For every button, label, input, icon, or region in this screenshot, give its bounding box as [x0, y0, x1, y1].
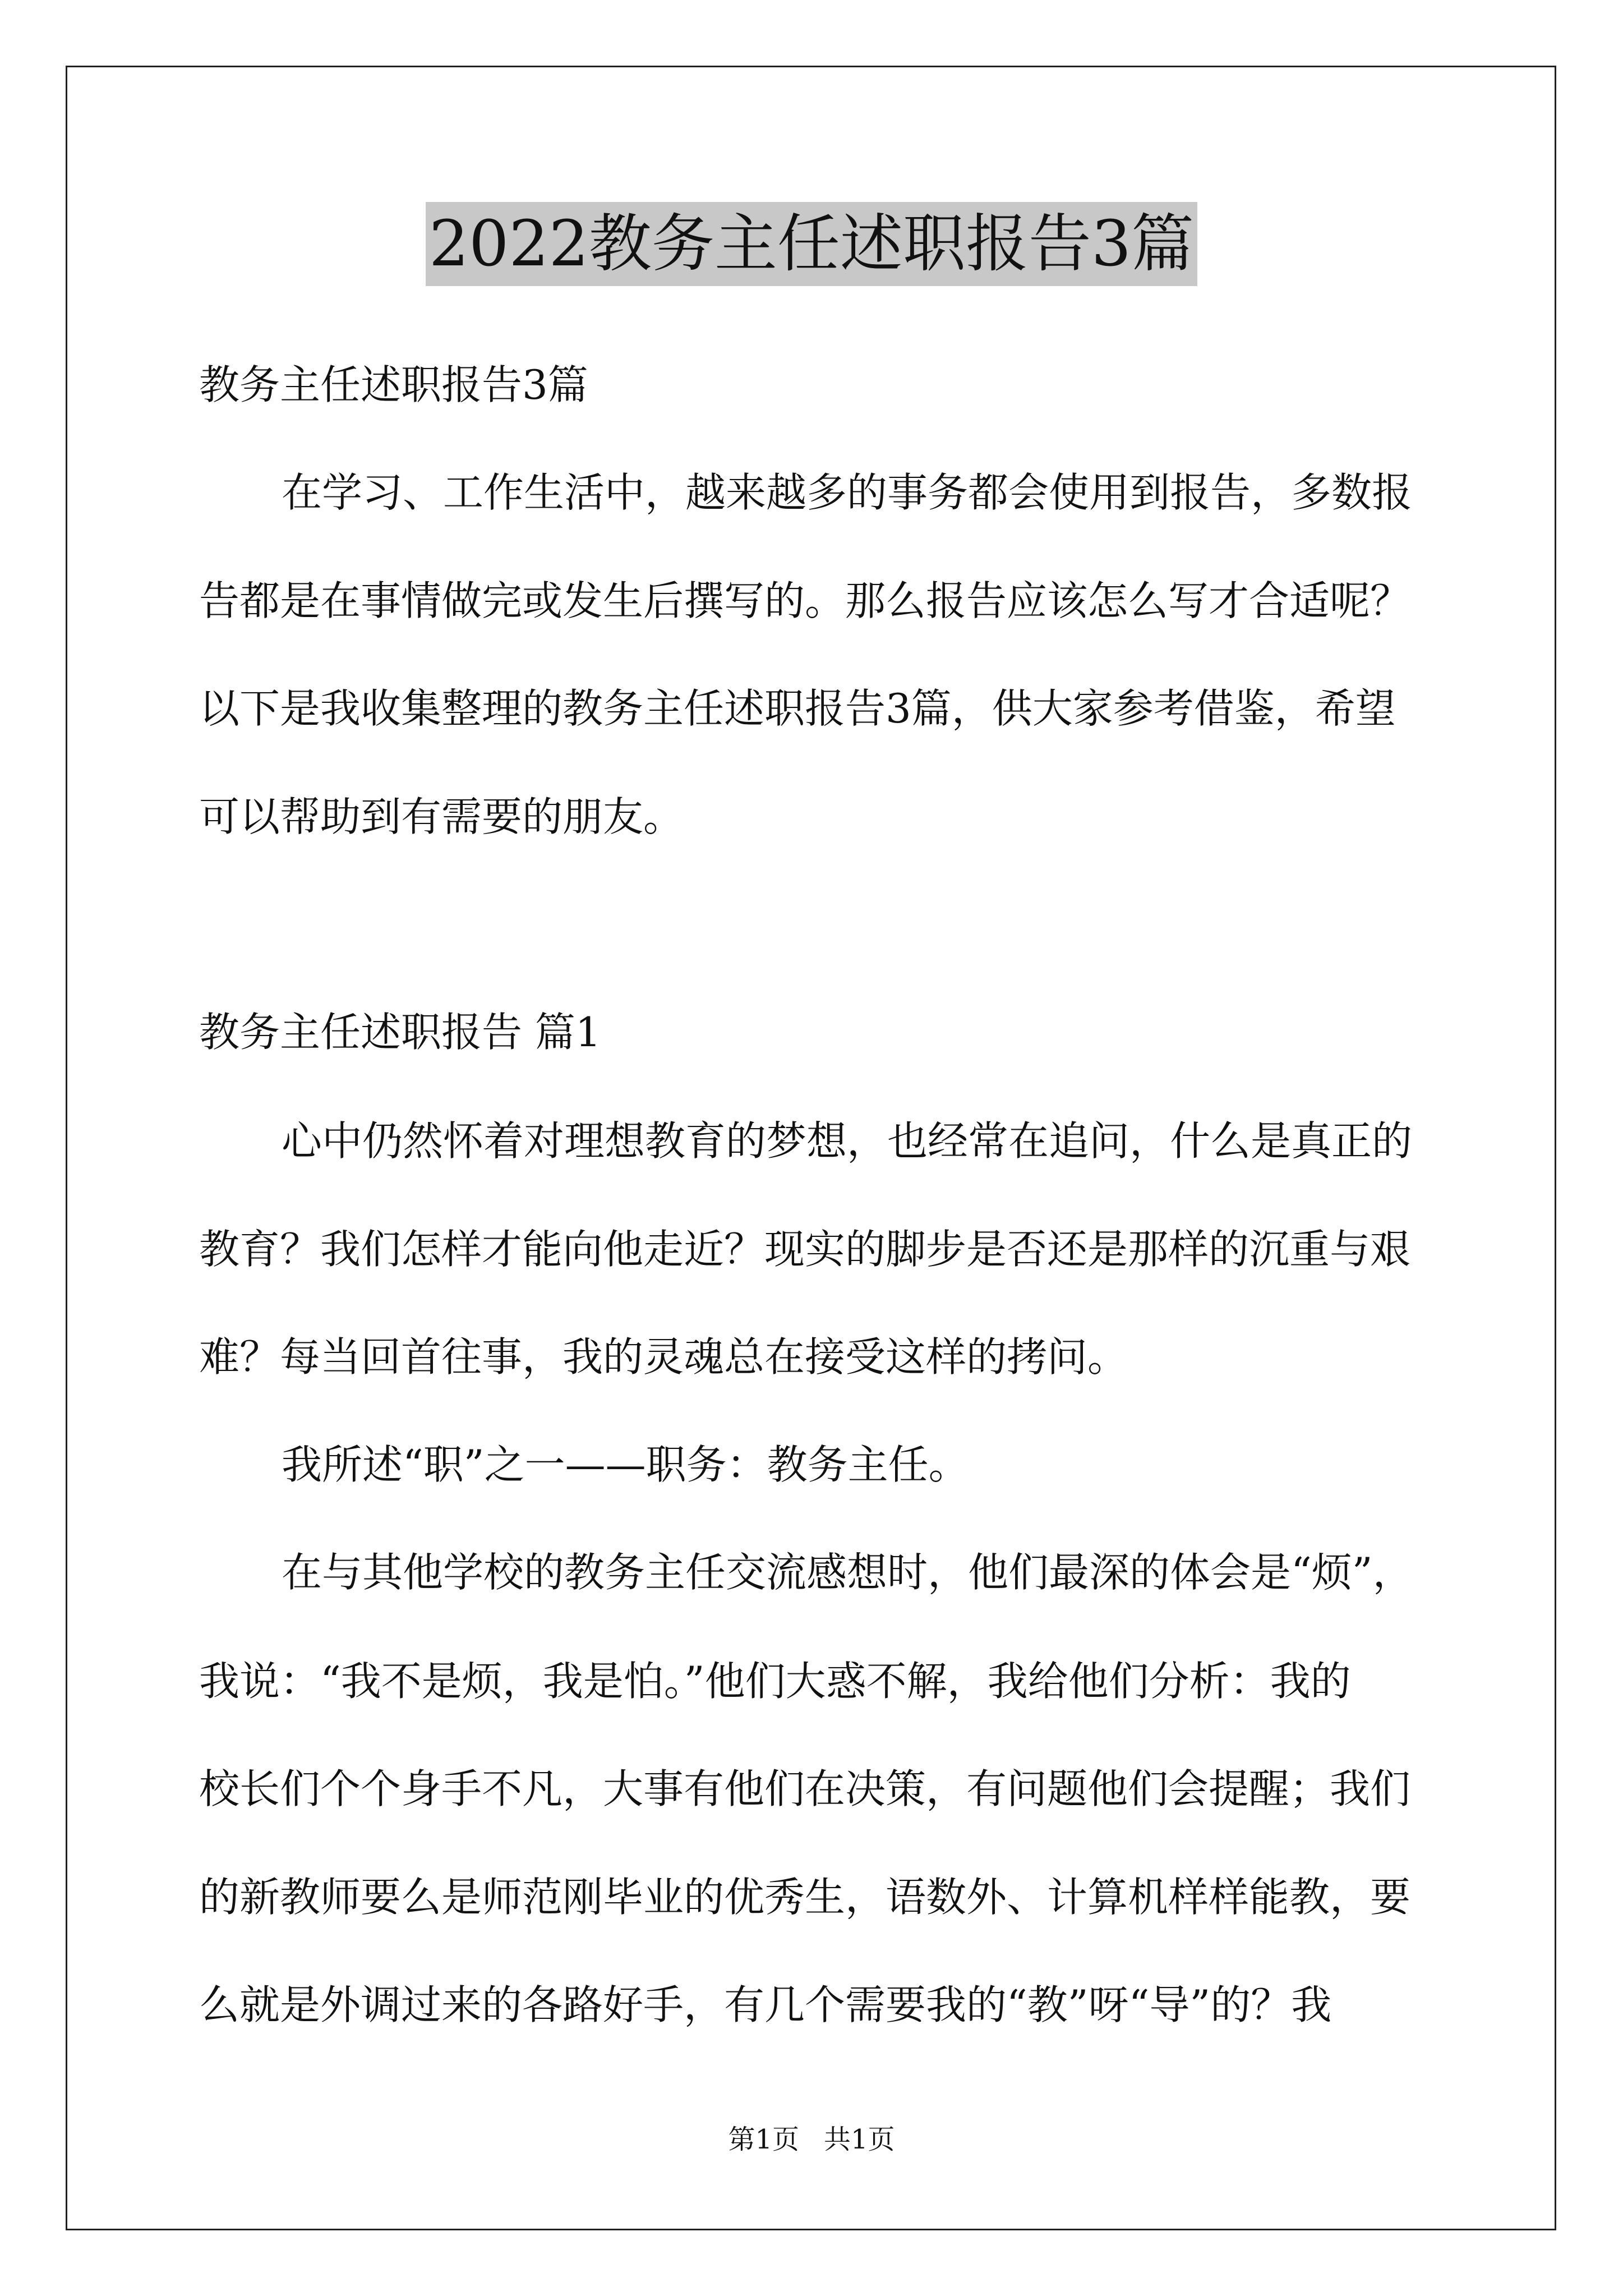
document-title: 2022教务主任述职报告3篇	[426, 202, 1197, 286]
para1-line-1: 心中仍然怀着对理想教育的梦想，也经常在追问，什么是真正的	[282, 1117, 1413, 1165]
para2-line: 我所述“职”之一——职务：教务主任。	[282, 1441, 969, 1488]
para3-line-4: 的新教师要么是师范刚毕业的优秀生，语数外、计算机样样能教，要	[199, 1874, 1411, 1921]
para3-line-2: 我说：“我不是烦，我是怕。”他们大惑不解，我给他们分析：我的	[199, 1658, 1351, 1705]
page-footer	[0, 2118, 1623, 2156]
intro-line-2: 告都是在事情做完或发生后撰写的。那么报告应该怎么写才合适呢？	[199, 577, 1411, 624]
para1-line-2: 教育？我们怎样才能向他走近？现实的脚步是否还是那样的沉重与艰	[199, 1226, 1411, 1273]
intro-line-3: 以下是我收集整理的教务主任述职报告3篇，供大家参考借鉴，希望	[199, 685, 1396, 732]
intro-line-4: 可以帮助到有需要的朋友。	[199, 793, 684, 840]
page-number: 第1页	[728, 2124, 799, 2155]
para3-line-3: 校长们个个身手不凡，大事有他们在决策，有问题他们会提醒；我们	[199, 1765, 1411, 1812]
para3-line-5: 么就是外调过来的各路好手，有几个需要我的“教”呀“导”的？我	[199, 1981, 1332, 2028]
section-1-title: 教务主任述职报告 篇1	[199, 1009, 601, 1056]
intro-line-1: 在学习、工作生活中，越来越多的事务都会使用到报告，多数报	[282, 469, 1413, 516]
para3-line-1: 在与其他学校的教务主任交流感想时，他们最深的体会是“烦”，	[282, 1549, 1413, 1596]
para1-line-3: 难？每当回首往事，我的灵魂总在接受这样的拷问。	[199, 1333, 1128, 1381]
page-total: 共1页	[824, 2124, 895, 2155]
subtitle-heading: 教务主任述职报告3篇	[199, 361, 588, 408]
title-container	[0, 202, 1623, 286]
